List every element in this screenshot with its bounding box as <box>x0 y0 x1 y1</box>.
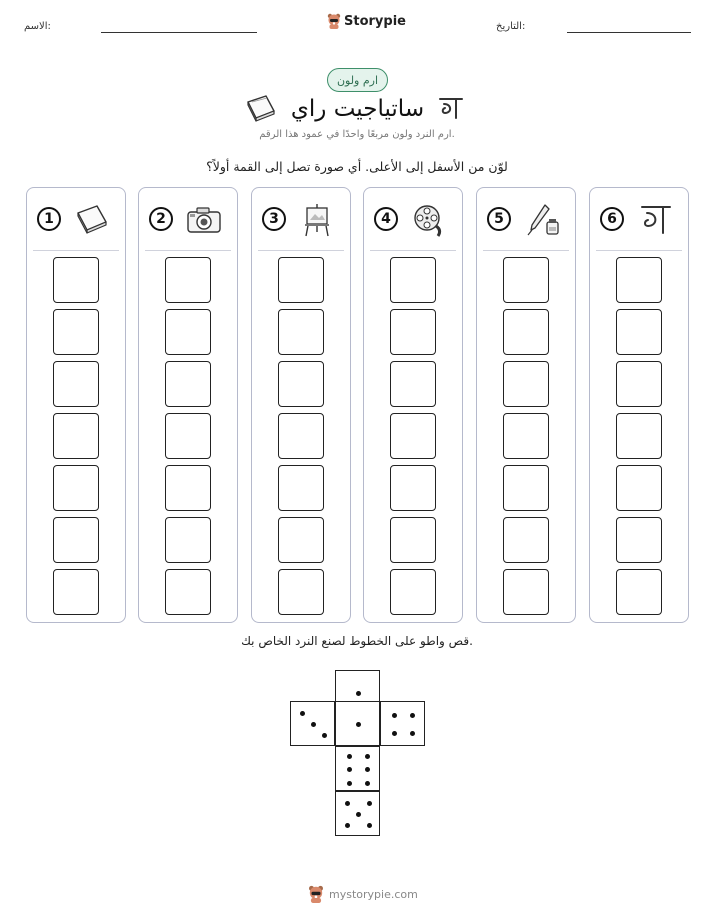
color-box[interactable] <box>53 257 99 303</box>
instruction: لوّن من الأسفل إلى الأعلى. أي صورة تصل إلى القمة أولاً؟ <box>206 159 508 174</box>
color-box[interactable] <box>278 309 324 355</box>
die-pip <box>322 733 327 738</box>
race-column-5 <box>476 187 576 623</box>
die-face-1 <box>335 701 380 746</box>
die-pip <box>345 823 350 828</box>
die-pip <box>347 781 352 786</box>
die-pip <box>367 823 372 828</box>
column-divider <box>33 250 119 251</box>
color-box[interactable] <box>165 257 211 303</box>
color-box[interactable] <box>503 517 549 563</box>
die-pip <box>356 722 361 727</box>
die-face-3 <box>290 701 335 746</box>
color-box[interactable] <box>165 309 211 355</box>
die-face-5 <box>335 791 380 836</box>
die-pip <box>365 767 370 772</box>
column-number: 2 <box>149 207 173 231</box>
die-pip <box>365 781 370 786</box>
color-box[interactable] <box>390 517 436 563</box>
race-column-1 <box>26 187 126 623</box>
die-pip <box>392 731 397 736</box>
footer-mascot-icon <box>307 885 325 903</box>
name-label: الاسم: <box>24 21 51 32</box>
die-pip <box>367 801 372 806</box>
mascot-icon <box>327 13 341 29</box>
die-pip <box>410 731 415 736</box>
color-box[interactable] <box>503 361 549 407</box>
race-column-6 <box>589 187 689 623</box>
color-box[interactable] <box>165 413 211 459</box>
date-line[interactable] <box>567 32 691 33</box>
die-pip <box>392 713 397 718</box>
color-box[interactable] <box>616 361 662 407</box>
column-divider <box>145 250 231 251</box>
race-column-3 <box>251 187 351 623</box>
easel-icon <box>298 202 336 238</box>
color-box[interactable] <box>503 257 549 303</box>
die-pip <box>347 767 352 772</box>
color-box[interactable] <box>390 413 436 459</box>
activity-badge: ارم ولون <box>327 68 388 92</box>
die-pip <box>365 754 370 759</box>
column-number: 1 <box>37 207 61 231</box>
color-box[interactable] <box>616 257 662 303</box>
page-title: ساتياجيت راي <box>290 96 425 122</box>
column-divider <box>258 250 344 251</box>
camera-icon <box>185 202 223 238</box>
die-face-6 <box>335 746 380 791</box>
color-box[interactable] <box>616 413 662 459</box>
color-box[interactable] <box>390 361 436 407</box>
column-divider <box>370 250 456 251</box>
column-divider <box>483 250 569 251</box>
color-box[interactable] <box>165 465 211 511</box>
race-column-4 <box>363 187 463 623</box>
footer <box>307 885 418 903</box>
color-box[interactable] <box>165 517 211 563</box>
die-pip <box>410 713 415 718</box>
color-box[interactable] <box>278 517 324 563</box>
die-pip <box>356 691 361 696</box>
color-box[interactable] <box>278 361 324 407</box>
title-book-icon <box>244 93 278 123</box>
die-face-4 <box>380 701 425 746</box>
color-box[interactable] <box>53 517 99 563</box>
color-box[interactable] <box>503 569 549 615</box>
column-number: 4 <box>374 207 398 231</box>
fountain-pen-icon <box>523 202 561 238</box>
date-label: التاريخ: <box>496 21 526 32</box>
film-reel-icon <box>410 202 448 238</box>
color-box[interactable] <box>53 413 99 459</box>
footer-url[interactable]: mystorypie.com <box>329 887 418 901</box>
cut-instruction: قص واطو على الخطوط لصنع النرد الخاص بك. <box>241 634 473 648</box>
color-box[interactable] <box>53 569 99 615</box>
race-column-2 <box>138 187 238 623</box>
column-number: 5 <box>487 207 511 231</box>
title-letter-icon <box>438 96 464 122</box>
color-box[interactable] <box>503 413 549 459</box>
die-pip <box>347 754 352 759</box>
color-box[interactable] <box>390 465 436 511</box>
subtitle: ارم النرد ولون مربعًا واحدًا في عمود هذا الرقم. <box>259 129 455 140</box>
color-box[interactable] <box>165 569 211 615</box>
column-number: 3 <box>262 207 286 231</box>
color-box[interactable] <box>390 569 436 615</box>
color-box[interactable] <box>278 465 324 511</box>
color-box[interactable] <box>278 569 324 615</box>
bengali-letter-icon <box>636 202 674 238</box>
die-pip <box>345 801 350 806</box>
color-box[interactable] <box>503 465 549 511</box>
color-box[interactable] <box>278 413 324 459</box>
die-pip <box>356 812 361 817</box>
color-box[interactable] <box>53 361 99 407</box>
brand-name: Storypie <box>344 13 406 29</box>
color-box[interactable] <box>616 309 662 355</box>
die-pip <box>311 722 316 727</box>
color-box[interactable] <box>390 257 436 303</box>
color-box[interactable] <box>616 517 662 563</box>
book-icon <box>73 202 111 238</box>
die-pip <box>300 711 305 716</box>
color-box[interactable] <box>165 361 211 407</box>
column-number: 6 <box>600 207 624 231</box>
brand-logo <box>327 13 406 29</box>
color-box[interactable] <box>53 465 99 511</box>
color-box[interactable] <box>616 465 662 511</box>
color-box[interactable] <box>53 309 99 355</box>
color-box[interactable] <box>278 257 324 303</box>
color-box[interactable] <box>616 569 662 615</box>
color-box[interactable] <box>503 309 549 355</box>
name-line[interactable] <box>101 32 257 33</box>
column-divider <box>596 250 682 251</box>
color-box[interactable] <box>390 309 436 355</box>
